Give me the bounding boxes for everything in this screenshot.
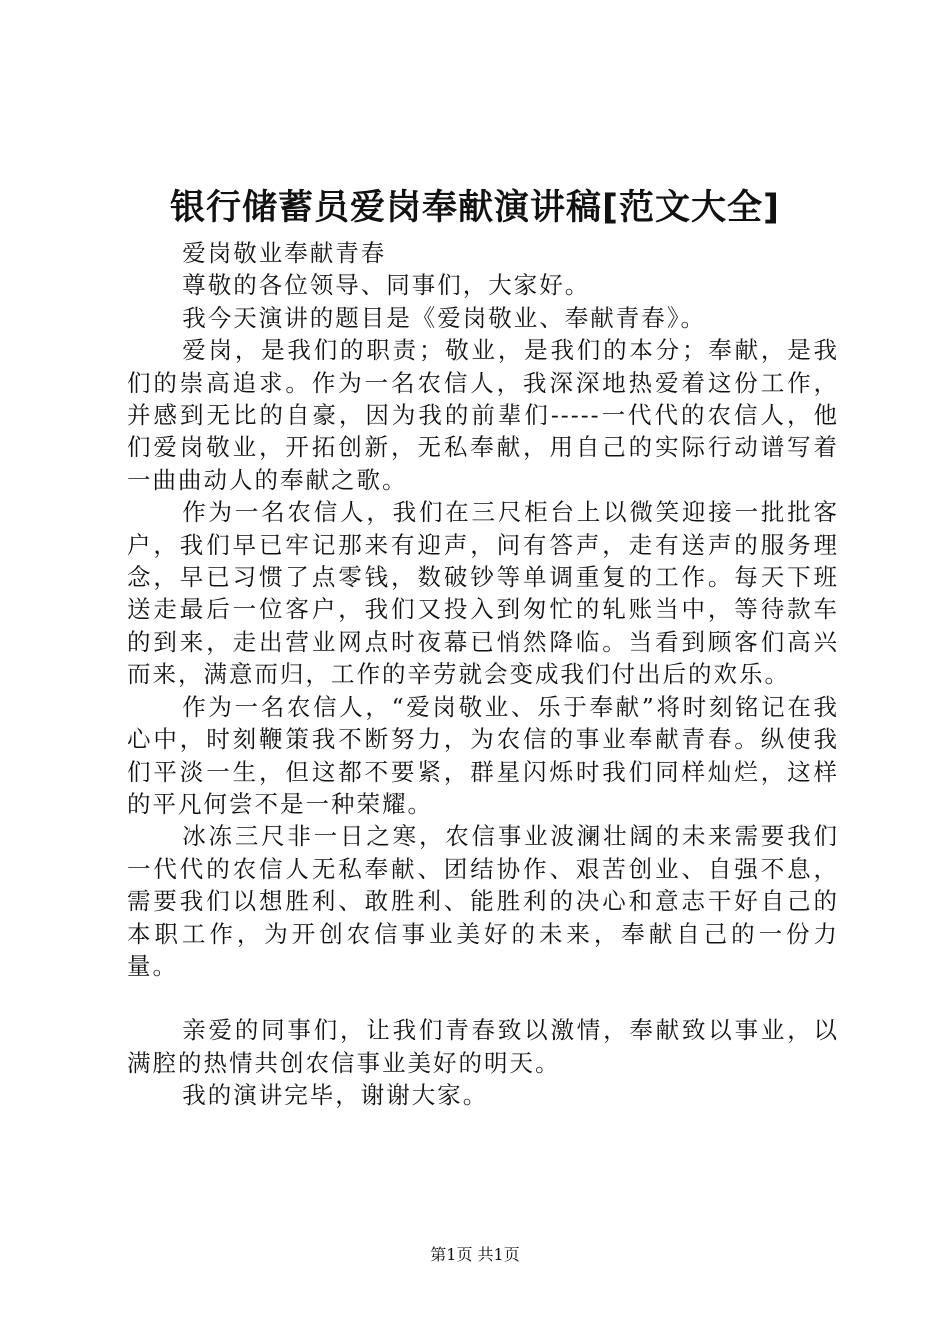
page-footer: 第1页 共1页 — [430, 1245, 520, 1264]
paragraph: 冰冻三尺非一日之寒，农信事业波澜壮阔的未来需要我们一代代的农信人无私奉献、团结协作、艰苦创业、自强不息，需要我们以想胜利、敢胜利、能胜利的决心和意志干好自己的本职工作，为开创农信事业美好的未来，奉献自己的一份力量。 — [127, 822, 839, 980]
paragraph: 作为一名农信人，“爱岗敬业、乐于奉献”将时刻铭记在我心中，时刻鞭策我不断努力，为农信的事业奉献青春。纵使我们平淡一生，但这都不要紧，群星闪烁时我们同样灿烂，这样的平凡何尝不是一种荣耀。 — [127, 692, 839, 818]
paragraph: 亲爱的同事们，让我们青春致以激情，奉献致以事业，以满腔的热情共创农信事业美好的明天。 — [127, 1016, 839, 1077]
paragraph-topic: 我今天演讲的题目是《爱岗敬业、奉献青春》。 — [182, 303, 706, 332]
document-title: 银行储蓄员爱岗奉献演讲稿[范文大全] — [170, 188, 780, 228]
paragraph-greeting: 尊敬的各位领导、同事们，大家好。 — [182, 271, 591, 300]
paragraph: 爱岗，是我们的职责；敬业，是我们的本分；奉献，是我们的崇高追求。作为一名农信人，我深深地热爱着这份工作，并感到无比的自豪，因为我的前辈们-----一代代的农信人，他们爱岗敬业，开拓创新，无私奉献，用自己的实际行动谱写着一曲曲动人的奉献之歌。 — [127, 336, 839, 494]
paragraph-closing: 我的演讲完毕，谢谢大家。 — [182, 1081, 489, 1110]
paragraph: 作为一名农信人，我们在三尺柜台上以微笑迎接一批批客户，我们早已牢记那来有迎声，问有答声，走有送声的服务理念，早已习惯了点零钱，数破钞等单调重复的工作。每天下班送走最后一位客户，我们又投入到匆忙的轧账当中，等待款车的到来，走出营业网点时夜幕已悄然降临。当看到顾客们高兴而来，满意而归，工作的辛劳就会变成我们付出后的欢乐。 — [127, 498, 839, 689]
document-body — [127, 237, 839, 1112]
paragraph-subtitle: 爱岗敬业奉献青春 — [182, 239, 387, 267]
